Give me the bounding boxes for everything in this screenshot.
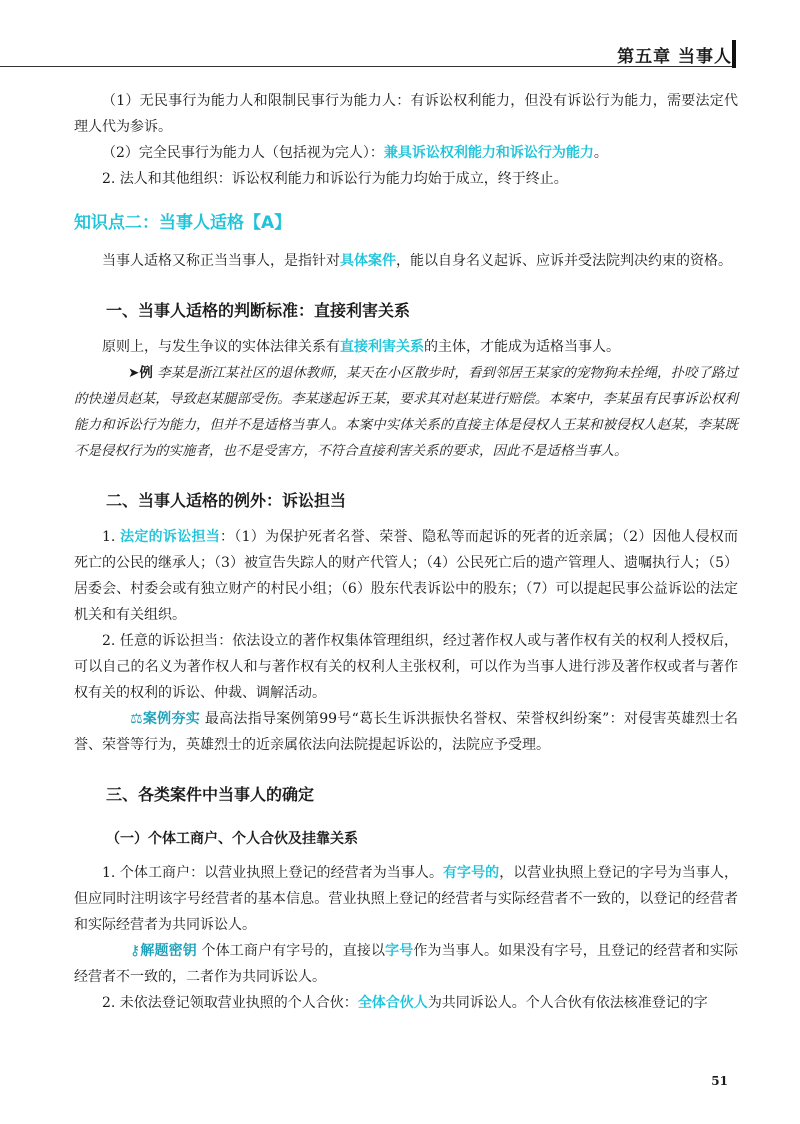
text: 1.: [102, 529, 116, 545]
scales-icon: ⚖: [130, 711, 143, 727]
highlight-text: 法定的诉讼担当: [120, 529, 221, 545]
text: 。: [593, 145, 608, 161]
example-paragraph: [74, 360, 738, 464]
text: 作为当事人。如果没有字号，且登记的经营者和实际经营者不一致的，二者作为共同诉讼人。: [74, 943, 739, 985]
case-paragraph: [74, 706, 738, 758]
text: 个体工商户有字号的，直接以: [201, 943, 386, 959]
paragraph: [74, 524, 738, 628]
paragraph: （1）无民事行为能力人和限制民事行为能力人：有诉讼权利能力，但没有诉讼行为能力，需要法定代理人代为参诉。: [74, 93, 738, 135]
key-icon: ⚷: [130, 943, 141, 959]
key-paragraph: [74, 938, 738, 990]
highlight-text: 直接利害关系: [340, 339, 424, 355]
text: 原则上，与发生争议的实体法律关系有: [102, 339, 340, 355]
text: ，能以自身名义起诉、应诉并受法院判决约束的资格。: [396, 253, 732, 269]
section-heading: 二、当事人适格的例外：诉讼担当: [106, 491, 347, 510]
highlight-text: 全体合伙人: [357, 995, 428, 1011]
case-tag: 案例夯实: [142, 711, 201, 727]
key-tag: 解题密钥: [140, 943, 197, 959]
paragraph: [74, 860, 738, 938]
text: 2. 未依法登记领取营业执照的个人合伙：: [102, 995, 358, 1011]
text: 为共同诉讼人。个人合伙有依法核准登记的字: [427, 995, 708, 1011]
paragraph: 2. 任意的诉讼担当：依法设立的著作权集体管理组织，经过著作权人或与著作权有关的权利人授权后，可以自己的名义为著作权人和与著作权有关的权利人主张权利，可以作为当事人进行涉及著作权或者与著作权有关的权利的诉讼、仲裁、调解活动。: [74, 633, 738, 701]
page-header: [0, 0, 800, 70]
paragraph: [74, 334, 738, 360]
section-heading: 一、当事人适格的判断标准：直接利害关系: [106, 301, 411, 320]
highlight-text: 兼具诉讼权利能力和诉讼行为能力: [383, 145, 594, 161]
example-text: 李某是浙江某社区的退休教师，某天在小区散步时，看到邻居王某家的宠物狗未拴绳，扑咬了路过的快递员赵某，导致赵某腿部受伤。李某遂起诉王某，要求其对赵某进行赔偿。本案中，李某虽有民事诉讼权利能力和诉讼行为能力，但并不是适格当事人。本案中实体关系的直接主体是侵权人王某和被侵权人赵某，李某既不是侵权行为的实施者，也不是受害方，不符合直接利害关系的要求，因此不是适格当事人。: [74, 365, 739, 459]
case-text: 最高法指导案例第99号“葛长生诉洪振快名誉权、荣誉权纠纷案”：对侵害英雄烈士名誉、荣誉等行为，英雄烈士的近亲属依法向法院提起诉讼的，法院应予受理。: [74, 711, 738, 753]
highlight-text: 字号: [385, 943, 414, 959]
text: （2）完全民事行为能力人（包括视为完人）：: [102, 145, 384, 161]
page-content: [74, 88, 738, 1016]
chapter-title: 第五章 当事人: [617, 47, 732, 67]
section-heading: 三、各类案件中当事人的确定: [106, 785, 315, 804]
arrowhead-icon: ➤: [128, 365, 140, 381]
paragraph: [74, 140, 738, 166]
paragraph: [74, 990, 738, 1016]
header-bar: [732, 40, 736, 68]
subsection-heading: （一）个体工商户、个人合伙及挂靠关系: [106, 831, 358, 847]
text: 当事人适格又称正当当事人，是指针对: [102, 253, 340, 269]
knowledge-point-heading: 知识点二：当事人适格【A】: [74, 213, 292, 233]
paragraph: 2. 法人和其他组织：诉讼权利能力和诉讼行为能力均始于成立，终于终止。: [102, 171, 568, 187]
highlight-text: 具体案件: [340, 253, 396, 269]
highlight-text: 有字号的: [443, 865, 500, 881]
text: ：（1）为保护死者名誉、荣誉、隐私等而起诉的死者的近亲属；（2）因他人侵权而死亡的公民的继承人；（3）被宣告失踪人的财产代管人；（4）公民死亡后的遗产管理人、遗嘱执行人；（5）居委会、村委会或有独立财产的村民小组；（6）股东代表诉讼中的股东；（7）可以提起民事公益诉讼的法定机关和有关组织。: [74, 529, 739, 623]
text: 的主体，才能成为适格当事人。: [424, 339, 620, 355]
text: ，以营业执照上登记的字号为当事人，但应同时注明该字号经营者的基本信息。营业执照上登记的经营者与实际经营者不一致的，以登记的经营者和实际经营者为共同诉讼人。: [74, 865, 738, 933]
paragraph: [74, 248, 738, 274]
text: 1. 个体工商户：以营业执照上登记的经营者为当事人。: [102, 865, 443, 881]
example-tag: 例: [139, 365, 153, 381]
page-number: 51: [711, 1074, 728, 1088]
